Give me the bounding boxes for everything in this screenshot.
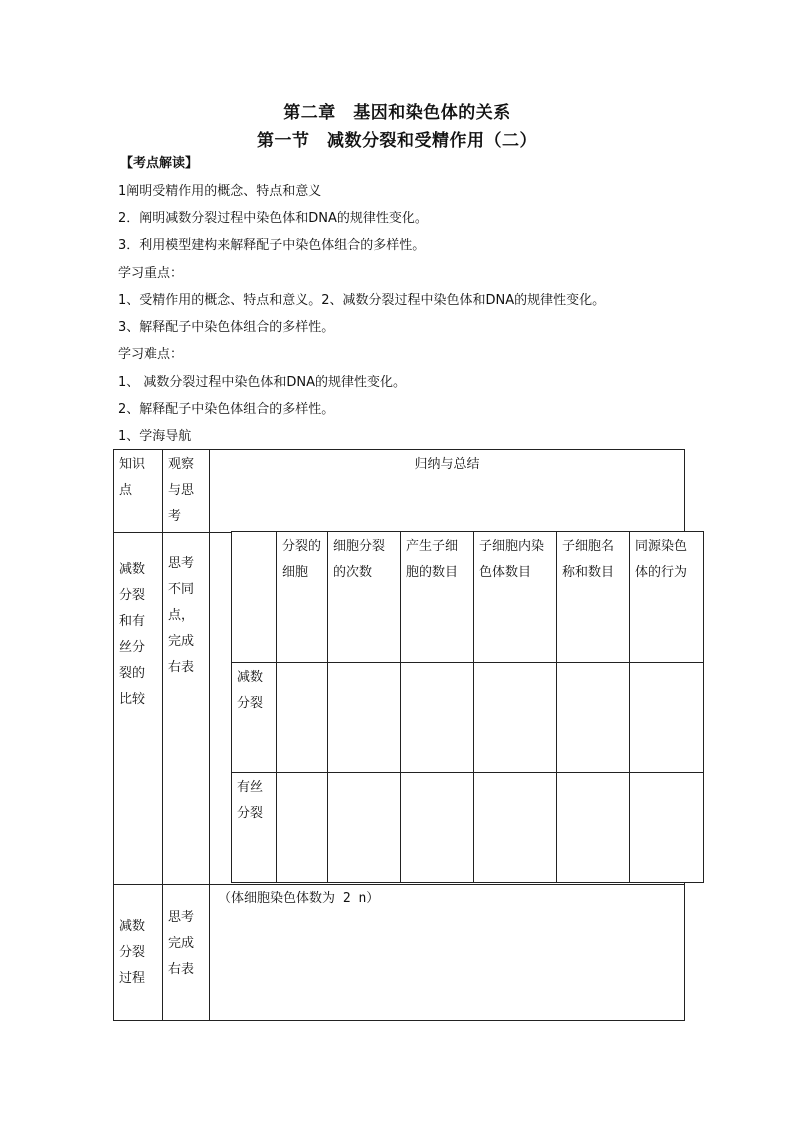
key-point-2: 3、解释配子中染色体组合的多样性。 [118,320,335,335]
column-header: 子细胞名称和数目 [557,532,630,663]
exam-point-3: 3．利用模型建构来解释配子中染色体组合的多样性。 [118,238,426,253]
column-header: 细胞分裂的次数 [328,532,401,663]
column-header: 同源染色体的行为 [630,532,704,663]
column-header: 产生子细胞的数目 [401,532,474,663]
comparison-corner [232,532,277,663]
key-point-1: 1、受精作用的概念、特点和意义。2、减数分裂过程中染色体和DNA的规律性变化。 [118,293,606,308]
chapter-title: 第二章 基因和染色体的关系 [283,103,511,123]
key-points-label: 学习重点： [118,266,184,281]
table-cell [474,663,557,773]
table-cell [557,663,630,773]
table-cell [401,663,474,773]
header-summary: 归纳与总结 [210,450,685,533]
table-cell [630,663,704,773]
column-header: 子细胞内染色体数目 [474,532,557,663]
table-cell [557,773,630,883]
table-cell [474,773,557,883]
row2-note: （体细胞染色体数为 2 n） [210,885,685,1021]
table-cell [401,773,474,883]
table-cell [328,663,401,773]
row-label-mitosis: 有丝分裂 [232,773,277,883]
exam-points-label: 【考点解读】 [120,156,199,171]
exam-point-2: 2．阐明减数分裂过程中染色体和DNA的规律性变化。 [118,211,428,226]
header-observe: 观察与思考 [163,450,210,533]
comparison-table [231,531,704,883]
row2-observe: 思考完成右表 [163,885,210,1021]
table-cell [328,773,401,883]
column-header: 分裂的细胞 [277,532,328,663]
table-cell [630,773,704,883]
difficult-point-1: 1、 减数分裂过程中染色体和DNA的规律性变化。 [118,375,407,390]
table-cell [277,663,328,773]
row-label-meiosis: 减数分裂 [232,663,277,773]
row2-knowledge: 减数分裂过程 [114,885,163,1021]
section-title: 第一节 减数分裂和受精作用（二） [257,131,537,151]
header-knowledge: 知识点 [114,450,163,533]
guide-label: 1、学海导航 [118,429,192,444]
row1-observe: 思考不同点，完成右表 [163,533,210,885]
difficult-point-2: 2、解释配子中染色体组合的多样性。 [118,402,335,417]
difficult-points-label: 学习难点： [118,347,184,362]
exam-point-1: 1阐明受精作用的概念、特点和意义 [118,184,322,199]
row1-knowledge: 减数分裂和有丝分裂的比较 [114,533,163,885]
table-cell [277,773,328,883]
